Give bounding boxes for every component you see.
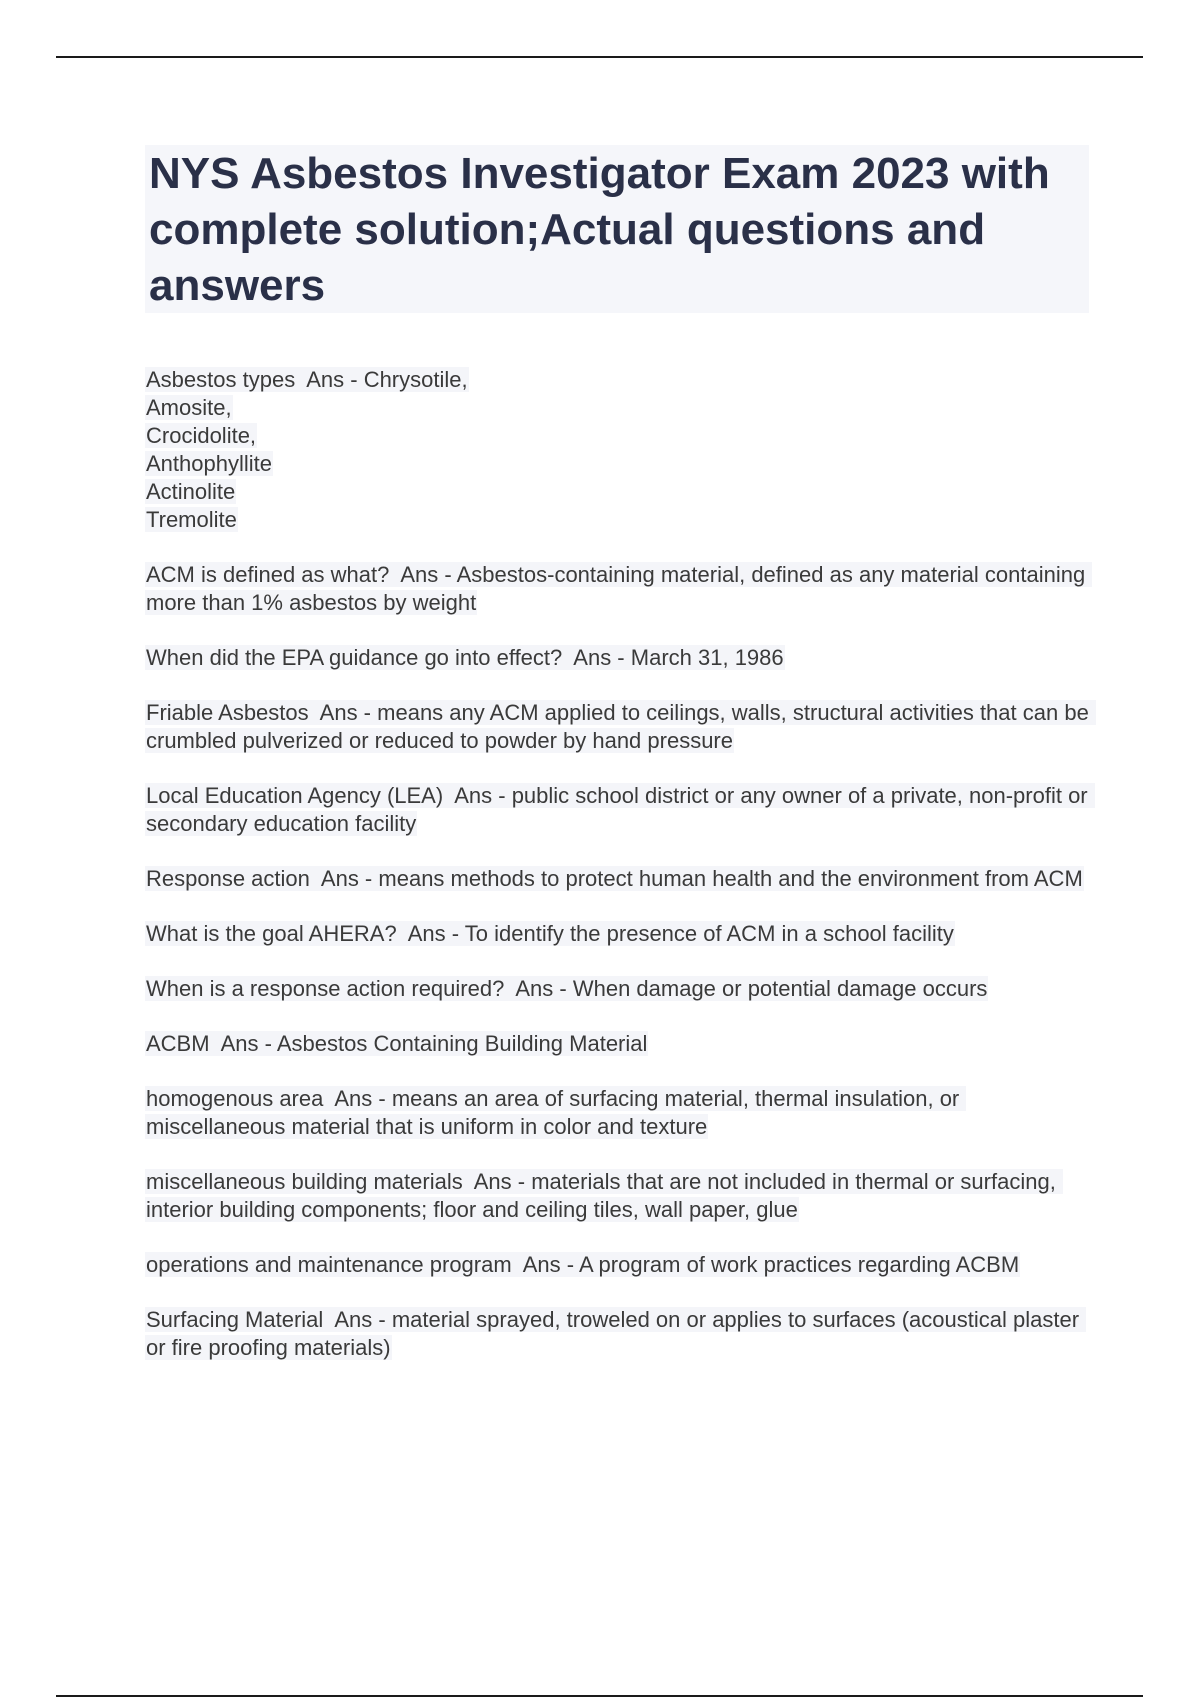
answer: A program of work practices regarding ACBM [578,1252,1020,1277]
qa-item [145,699,1095,755]
qa-text [145,1252,1020,1277]
question: When is a response action required? [146,976,505,1001]
answer-prefix: Ans - [407,921,460,946]
answer-prefix: Ans - [334,1307,386,1332]
answer: public school district or any owner of a private, non-profit or secondary education facility [146,783,1094,836]
qa-item [145,1030,1089,1058]
answer: Asbestos Containing Building Material [276,1031,648,1056]
qa-text [145,783,1095,836]
question: Local Education Agency (LEA) [146,783,444,808]
qa-text [145,976,988,1001]
qa-item [145,920,1089,948]
qa-item [145,865,1089,893]
question: miscellaneous building materials [146,1169,463,1194]
question: ACM is defined as what? [146,562,390,587]
qa-item [145,561,1092,617]
document-title: NYS Asbestos Investigator Exam 2023 with complete solution;Actual questions and answers [149,149,1050,310]
qa-text [145,1169,1063,1222]
answer: When damage or potential damage occurs [572,976,988,1001]
question: What is the goal AHERA? [146,921,397,946]
top-rule [56,56,1143,58]
question: Asbestos types [146,367,296,392]
answer-line: Chrysotile, [363,367,468,392]
qa-text [145,866,1084,891]
answer: materials that are not included in thermal or surfacing, interior building components; floor and ceiling tiles, wall paper, glue [146,1169,1062,1222]
answer-line: Anthophyllite [146,451,272,476]
qa-text [145,367,469,392]
qa-text [145,645,785,670]
answer: To identify the presence of ACM in a school facility [464,921,954,946]
question: ACBM [146,1031,210,1056]
answer-prefix: Ans - [400,562,452,587]
answer-prefix: Ans - [306,367,358,392]
qa-item [145,975,1089,1003]
question: homogenous area [146,1086,324,1111]
answer-line: Amosite, [146,395,232,420]
qa-text [145,1031,648,1056]
qa-item [145,1085,1089,1141]
answer: material sprayed, troweled on or applies to surfaces (acoustical plaster or fire proofing materials) [146,1307,1086,1360]
qa-item [145,1168,1089,1224]
answer-prefix: Ans - [320,866,373,891]
qa-item [145,1306,1089,1362]
qa-item [145,366,1089,534]
question: Friable Asbestos [146,700,309,725]
answer-line: Crocidolite, [146,423,257,448]
answer-prefix: Ans - [220,1031,272,1056]
question: Surfacing Material [146,1307,324,1332]
qa-item [145,644,1089,672]
answer-prefix: Ans - [473,1169,526,1194]
question: Response action [146,866,310,891]
answer-prefix: Ans - [522,1252,575,1277]
qa-item [145,1251,1089,1279]
qa-list [145,366,1095,1389]
title-block [145,145,1089,313]
answer-prefix: Ans - [334,1086,386,1111]
answer-line: Tremolite [146,507,237,532]
answer: March 31, 1986 [630,645,784,670]
qa-text [145,921,955,946]
qa-text [145,562,1092,615]
question: operations and maintenance program [146,1252,512,1277]
qa-text [145,1307,1086,1360]
answer-prefix: Ans - [454,783,506,808]
qa-text [145,1086,966,1139]
answer: means an area of surfacing material, thermal insulation, or miscellaneous material that is uniform in color and texture [146,1086,966,1139]
answer-prefix: Ans - [319,700,372,725]
bottom-rule [56,1695,1143,1697]
question: When did the EPA guidance go into effect? [146,645,563,670]
qa-text [145,700,1096,753]
answer-line: Actinolite [146,479,236,504]
answer: means methods to protect human health and the environment from ACM [378,866,1083,891]
qa-item [145,782,1094,838]
answer-prefix: Ans - [573,645,625,670]
answer-prefix: Ans - [515,976,567,1001]
answer: means any ACM applied to ceilings, walls, structural activities that can be crumbled pulverized or reduced to powder by hand pressure [146,700,1095,753]
answer: Asbestos-containing material, defined as any material containing more than 1% asbestos by weight [146,562,1092,615]
